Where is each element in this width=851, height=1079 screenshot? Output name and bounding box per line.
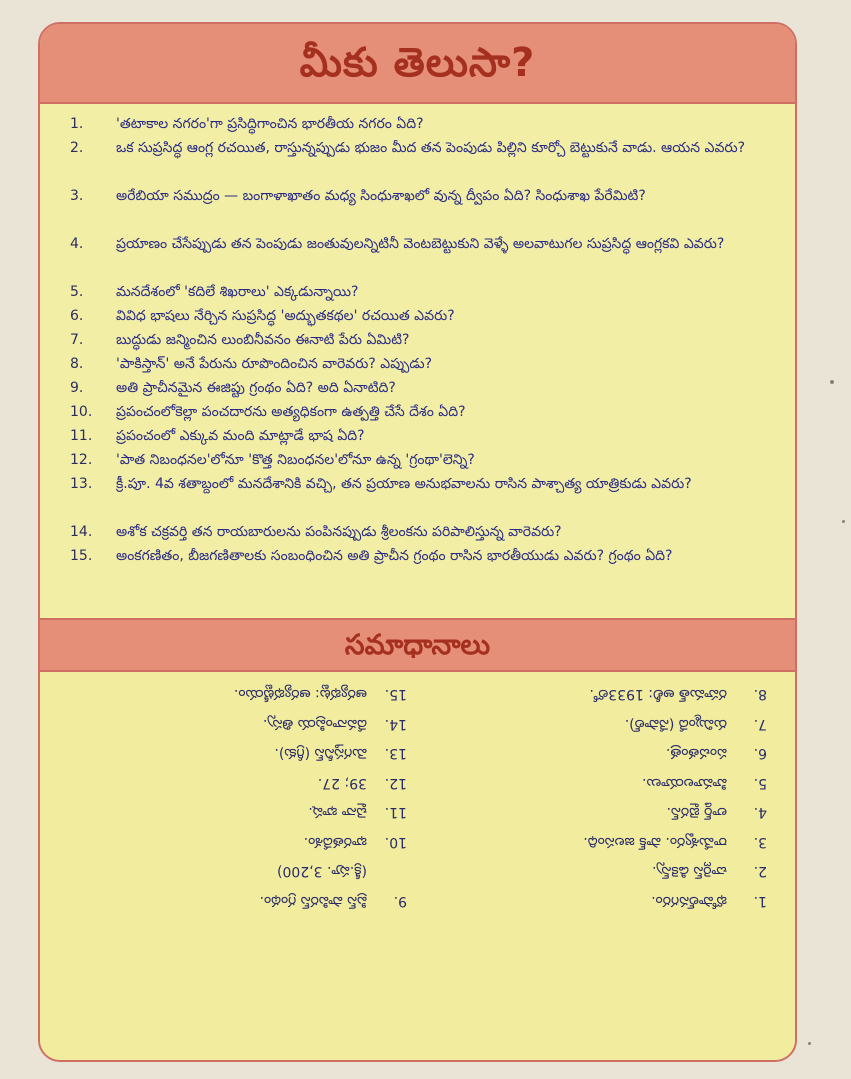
title-banner — [40, 24, 795, 104]
question-text: ప్రపంచంలో ఎక్కువ మంది మాట్లాడే భాష ఏది? — [116, 428, 365, 444]
question-list — [40, 104, 795, 616]
question-number: 13. — [70, 476, 93, 492]
answer-number: 14. — [384, 716, 407, 732]
answer-item — [67, 679, 407, 709]
question-number: 15. — [70, 548, 93, 564]
question-text: 'తటాకాల నగరం'గా ప్రసిద్ధిగాంచిన భారతీయ నగరం ఏది? — [116, 116, 424, 132]
question-item — [40, 304, 795, 328]
question-item — [40, 400, 795, 424]
answer-text: (క్రీ.పూ. 3,200) — [277, 863, 367, 880]
question-text: వివిధ భాషలు నేర్చిన సుప్రసిద్ధ 'అద్భుతకథల' రచయిత ఎవరు? — [116, 308, 455, 324]
answer-number: 11. — [384, 804, 407, 821]
answers-section — [40, 672, 795, 1060]
question-text: అరేబియా సముద్రం — బంగాళాఖాతం మధ్య సింధుశాఖలో వున్న ద్వీపం ఏది? సింధుశాఖ పేరేమిటి? — [116, 188, 646, 204]
answer-text: హిమాలయాలు. — [642, 775, 727, 791]
question-number: 3. — [70, 188, 84, 204]
answer-number: 1. — [753, 893, 767, 909]
question-number: 11. — [70, 428, 93, 444]
answer-text: చార్లెస్ డికెన్స్. — [652, 863, 727, 880]
answer-number: 9. — [393, 893, 407, 909]
answer-text: చైనా భాష. — [308, 804, 367, 821]
answers-upside-down — [40, 672, 795, 1060]
answer-item — [67, 856, 407, 886]
question-text: క్రీ.పూ. 4వ శతాబ్దంలో మనదేశానికి వచ్చి, తన ప్రయాణ అనుభవాలను రాసిన పాశ్చాత్య యాత్రికుడు ఎవరు? — [116, 476, 692, 492]
question-item — [40, 112, 795, 136]
question-number: 4. — [70, 236, 84, 252]
answer-item — [427, 856, 767, 886]
question-item — [40, 280, 795, 304]
question-item — [40, 472, 795, 496]
answer-text: 39; 27. — [317, 775, 367, 791]
question-item — [40, 424, 795, 448]
paper-speck — [830, 380, 834, 384]
question-number: 12. — [70, 452, 93, 468]
answer-number: 12. — [384, 775, 407, 791]
answer-text: రామేశ్వరం. పాక్ జలసంధి. — [583, 834, 727, 850]
answer-item — [427, 886, 767, 916]
question-text: ఒక సుప్రసిద్ధ ఆంగ్ల రచయిత, రాస్తున్నప్పుడు భుజం మీద తన పెంపుడు పిల్లిని కూర్చో బెట్టుకునే వాడు. ఆయన ఎవరు? — [116, 140, 745, 156]
answer-number: 3. — [753, 834, 767, 850]
quiz-card — [38, 22, 797, 1062]
answer-text: రహమత్ అలీ: 1933లో. — [589, 686, 727, 703]
answer-item — [67, 709, 407, 739]
answer-text: దేవనాంప్రియ తిస్స. — [262, 716, 367, 732]
question-number: 1. — [70, 116, 84, 132]
question-text: మనదేశంలో 'కదిలే శిఖరాలు' ఎక్కడున్నాయి? — [116, 284, 359, 300]
answers-title: సమాధానాలు — [344, 628, 491, 661]
question-number: 14. — [70, 524, 93, 540]
answer-number: 8. — [753, 686, 767, 703]
question-number: 6. — [70, 308, 84, 324]
page-title: మీకు తెలుసా? — [299, 40, 536, 86]
answer-item — [427, 797, 767, 827]
question-number: 2. — [70, 140, 84, 156]
answer-number: 15. — [384, 686, 407, 703]
answer-number: 5. — [753, 775, 767, 791]
answers-column-right — [67, 679, 407, 915]
question-item — [40, 328, 795, 352]
question-text: అశోక చక్రవర్తి తన రాయబారులను పంపినప్పుడు శ్రీలంకను పరిపాలిస్తున్న వారెవరు? — [116, 524, 562, 540]
question-item — [40, 184, 795, 208]
answer-item — [427, 738, 767, 768]
answer-item — [427, 679, 767, 709]
answer-text: ప్రిస్ పాపిరస్ గ్రంథం. — [259, 893, 367, 909]
answer-text: రుమ్మిందే (నేపాల్). — [624, 716, 727, 732]
answer-text: భోపాల్‌నగరం. — [651, 893, 727, 909]
question-text: బుద్ధుడు జన్మించిన లుంబినీవనం ఈనాటి పేరు ఏమిటి? — [116, 332, 410, 348]
question-number: 8. — [70, 356, 84, 372]
answer-number: 6. — [753, 745, 767, 762]
question-number: 10. — [70, 404, 93, 420]
question-item — [40, 376, 795, 400]
question-text: ప్రయాణం చేసేప్పుడు తన పెంపుడు జంతువులన్నిటినీ వెంటబెట్టుకుని వెళ్ళే అలవాటుగల సుప్రసిద్ధ ఆంగ్లకవి ఎవరు? — [116, 236, 725, 252]
paper-speck — [842, 520, 845, 523]
question-number: 7. — [70, 332, 84, 348]
question-text: 'పాకిస్తాన్' అనే పేరును రూపొందించిన వారెవరు? ఎప్పుడు? — [116, 356, 433, 372]
question-number: 9. — [70, 380, 84, 396]
question-item — [40, 232, 795, 256]
question-text: ప్రపంచంలోకెల్లా పంచదారను అత్యధికంగా ఉత్పత్తి చేసే దేశం ఏది? — [116, 404, 466, 420]
question-item — [40, 448, 795, 472]
question-item — [40, 352, 795, 376]
answer-item — [67, 827, 407, 857]
answer-number: 10. — [384, 834, 407, 850]
question-number: 5. — [70, 284, 84, 300]
answer-item — [427, 768, 767, 798]
answer-item — [67, 797, 407, 827]
answer-text: భారతదేశం. — [303, 834, 367, 850]
answer-text: ఆర్యభట్ట: ఆర్యభట్టీయం. — [233, 686, 367, 703]
answer-number: 4. — [753, 804, 767, 821]
question-text: అంకగణితం, బీజగణితాలకు సంబంధించిన అతి ప్రాచీన గ్రంథం రాసిన భారతీయుడు ఎవరు? గ్రంథం ఏది? — [116, 548, 673, 564]
answer-item — [67, 738, 407, 768]
answer-item — [427, 827, 767, 857]
answer-item — [67, 768, 407, 798]
question-item — [40, 520, 795, 544]
answer-text: పంచతంత్ర. — [665, 745, 727, 762]
answers-banner — [40, 618, 795, 672]
answer-number: 13. — [384, 745, 407, 762]
answer-text: లార్డ్ బైరన్. — [666, 804, 727, 821]
answers-column-left — [427, 679, 767, 915]
answer-number: 2. — [753, 863, 767, 880]
question-text: అతి ప్రాచీనమైన ఈజిప్టు గ్రంథం ఏది? అది ఏనాటిది? — [116, 380, 396, 396]
answer-number: 7. — [753, 716, 767, 732]
answer-item — [427, 709, 767, 739]
question-text: 'పాత నిబంధనల'లోనూ 'కొత్త నిబంధనల'లోనూ ఉన్న 'గ్రంథా'లెన్ని? — [116, 452, 475, 468]
answer-text: మెగస్తనీస్ (గ్రీకు). — [274, 745, 367, 762]
question-item — [40, 544, 795, 568]
paper-speck — [808, 1042, 811, 1045]
answer-item — [67, 886, 407, 916]
question-item — [40, 136, 795, 160]
